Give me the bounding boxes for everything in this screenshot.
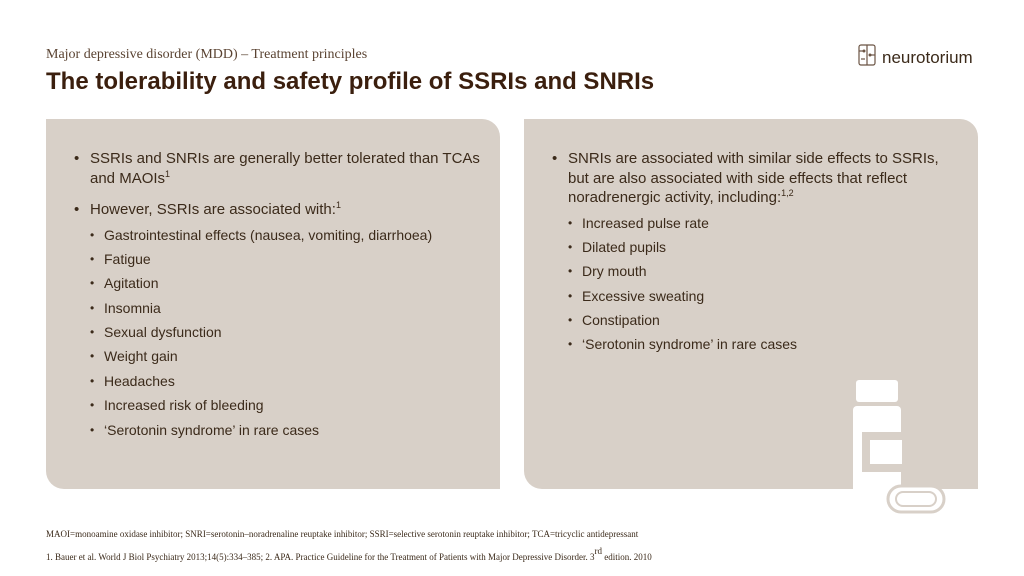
ssri-panel bbox=[46, 119, 500, 489]
reference-superscript: 1 bbox=[335, 200, 341, 210]
pill-bottle-icon bbox=[850, 378, 950, 518]
list-item bbox=[72, 200, 484, 439]
logo[interactable] bbox=[857, 44, 973, 71]
side-effect-item: • Dilated pupils bbox=[568, 239, 962, 256]
side-effect-item: • Insomnia bbox=[90, 300, 484, 317]
reference-superscript: 1 bbox=[165, 168, 171, 179]
side-effect-item: • Sexual dysfunction bbox=[90, 324, 484, 341]
list-item bbox=[550, 149, 962, 353]
reference-text: 1. Bauer et al. World J Biol Psychiatry 2013;14(5):334–385; 2. APA. Practice Guideline for the Treatment of Patients with Major Depressive Disorder. 3 bbox=[46, 552, 595, 562]
side-effect-item: • Headaches bbox=[90, 373, 484, 390]
references-footnote bbox=[46, 546, 652, 562]
reference-superscript: 1,2 bbox=[781, 188, 794, 198]
reference-text-end: edition. 2010 bbox=[601, 552, 652, 562]
side-effect-item: • ‘Serotonin syndrome’ in rare cases bbox=[90, 422, 484, 439]
page-subtitle: Major depressive disorder (MDD) – Treatment principles bbox=[46, 47, 368, 62]
side-effect-item: • Increased pulse rate bbox=[568, 215, 962, 232]
edition-superscript: rd bbox=[594, 546, 602, 556]
bullet-text: SSRIs and SNRIs are generally better tolerated than TCAs and MAOIs bbox=[90, 150, 480, 187]
logo-text: neurotorium bbox=[882, 47, 973, 67]
side-effect-item: • Fatigue bbox=[90, 251, 484, 268]
side-effect-item: • Gastrointestinal effects (nausea, vomiting, diarrhoea) bbox=[90, 227, 484, 244]
side-effect-item: • Weight gain bbox=[90, 348, 484, 365]
brain-logo-icon bbox=[857, 44, 877, 71]
side-effect-item: • Increased risk of bleeding bbox=[90, 397, 484, 414]
side-effect-item: • Agitation bbox=[90, 275, 484, 292]
side-effect-item: • ‘Serotonin syndrome’ in rare cases bbox=[568, 336, 962, 353]
abbreviations-footnote: MAOI=monoamine oxidase inhibitor; SNRI=serotonin–noradrenaline reuptake inhibitor; SSRI=selective serotonin reuptake inhibitor; TCA=tricyclic antidepressant bbox=[46, 529, 639, 539]
bullet-text: However, SSRIs are associated with: bbox=[90, 201, 336, 218]
side-effect-item: • Constipation bbox=[568, 312, 962, 329]
side-effect-item: • Dry mouth bbox=[568, 263, 962, 280]
page-title: The tolerability and safety profile of SSRIs and SNRIs bbox=[46, 68, 655, 95]
list-item bbox=[72, 149, 484, 188]
side-effect-item: • Excessive sweating bbox=[568, 288, 962, 305]
bullet-text: SNRIs are associated with similar side effects to SSRIs, but are also associated with side effects that reflect noradrenergic activity, including: bbox=[568, 150, 939, 206]
